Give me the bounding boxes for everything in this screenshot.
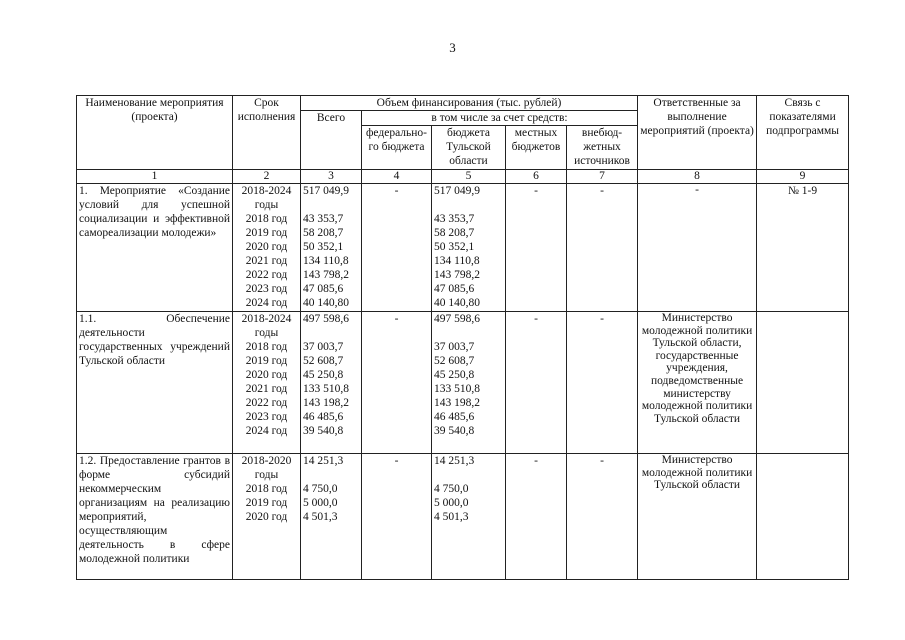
regional-value: 46 485,6 bbox=[434, 411, 475, 423]
year-label: 2021 год bbox=[245, 383, 288, 395]
total-value: 45 250,8 bbox=[303, 369, 344, 381]
year-label: 2019 год bbox=[245, 497, 288, 509]
offbudget-cell: - bbox=[567, 312, 638, 454]
year-label: 2023 год bbox=[245, 283, 288, 295]
term-unit: годы bbox=[254, 469, 279, 481]
table-body bbox=[77, 184, 849, 580]
year-label: 2024 год bbox=[245, 425, 288, 437]
spacer bbox=[303, 468, 359, 482]
header-row-1 bbox=[77, 96, 849, 111]
header-offbudget: внебюд-жетных источников bbox=[567, 126, 638, 170]
regional-value: 4 750,0 bbox=[434, 483, 469, 495]
header-local: местных бюджетов bbox=[506, 126, 567, 170]
column-number: 1 bbox=[77, 170, 233, 184]
spacer bbox=[303, 326, 359, 340]
term-range: 2018-2024 bbox=[241, 313, 292, 325]
activity-name: 1. Мероприятие «Создание условий для успешной социализации и эффективной самореализации молодежи» bbox=[77, 184, 233, 312]
regional-value: 45 250,8 bbox=[434, 369, 475, 381]
activity-name: 1.2. Предоставление грантов в форме субсидий некоммерческим организациям на реализацию мероприятий, осуществляющим деятельность в сфере молодежной политики bbox=[77, 454, 233, 580]
table-row bbox=[77, 184, 849, 312]
total-value: 47 085,6 bbox=[303, 283, 344, 295]
header-responsible: Ответственные за выполнение мероприятий (проекта) bbox=[638, 96, 757, 170]
header-total: Всего bbox=[301, 111, 362, 170]
total-cell bbox=[301, 312, 362, 454]
term-range: 2018-2020 bbox=[241, 455, 292, 467]
total-value: 58 208,7 bbox=[303, 227, 344, 239]
column-number: 8 bbox=[638, 170, 757, 184]
federal-cell: - bbox=[362, 312, 432, 454]
year-label: 2021 год bbox=[245, 255, 288, 267]
total-sum: 14 251,3 bbox=[303, 455, 344, 467]
total-value: 37 003,7 bbox=[303, 341, 344, 353]
local-cell: - bbox=[506, 184, 567, 312]
header-including: в том числе за счет средств: bbox=[362, 111, 638, 126]
total-value: 43 353,7 bbox=[303, 213, 344, 225]
federal-cell: - bbox=[362, 184, 432, 312]
column-number: 3 bbox=[301, 170, 362, 184]
header-link: Связь с показателями подпрограммы bbox=[757, 96, 849, 170]
regional-value: 39 540,8 bbox=[434, 425, 475, 437]
spacer bbox=[303, 198, 359, 212]
column-number: 5 bbox=[432, 170, 506, 184]
regional-value: 5 000,0 bbox=[434, 497, 469, 509]
regional-value: 52 608,7 bbox=[434, 355, 475, 367]
responsible-cell: Министерство молодежной политики Тульской области, государственные учреждения, подведомственные министерству молодежной политики Тульской области bbox=[638, 312, 757, 454]
column-number: 4 bbox=[362, 170, 432, 184]
year-label: 2023 год bbox=[245, 411, 288, 423]
federal-cell: - bbox=[362, 454, 432, 580]
local-cell: - bbox=[506, 454, 567, 580]
regional-cell bbox=[432, 454, 506, 580]
total-value: 40 140,80 bbox=[303, 297, 349, 309]
year-label: 2018 год bbox=[245, 341, 288, 353]
total-value: 50 352,1 bbox=[303, 241, 344, 253]
total-cell bbox=[301, 184, 362, 312]
table-row bbox=[77, 454, 849, 580]
table-row bbox=[77, 312, 849, 454]
regional-cell bbox=[432, 312, 506, 454]
total-sum: 517 049,9 bbox=[303, 185, 349, 197]
responsible-cell: - bbox=[638, 184, 757, 312]
financing-table bbox=[76, 95, 849, 580]
regional-sum: 14 251,3 bbox=[434, 455, 475, 467]
column-number: 9 bbox=[757, 170, 849, 184]
regional-value: 50 352,1 bbox=[434, 241, 475, 253]
activity-name: 1.1. Обеспечение деятельности государственных учреждений Тульской области bbox=[77, 312, 233, 454]
local-cell: - bbox=[506, 312, 567, 454]
link-cell: № 1-9 bbox=[757, 184, 849, 312]
total-value: 46 485,6 bbox=[303, 411, 344, 423]
total-sum: 497 598,6 bbox=[303, 313, 349, 325]
year-label: 2018 год bbox=[245, 213, 288, 225]
year-label: 2022 год bbox=[245, 397, 288, 409]
spacer bbox=[434, 198, 503, 212]
regional-value: 143 798,2 bbox=[434, 269, 480, 281]
term-cell bbox=[233, 454, 301, 580]
regional-value: 40 140,80 bbox=[434, 297, 480, 309]
total-value: 143 198,2 bbox=[303, 397, 349, 409]
total-value: 5 000,0 bbox=[303, 497, 338, 509]
regional-sum: 517 049,9 bbox=[434, 185, 480, 197]
offbudget-cell: - bbox=[567, 454, 638, 580]
regional-value: 134 110,8 bbox=[434, 255, 480, 267]
header-name: Наименование мероприятия (проекта) bbox=[77, 96, 233, 170]
total-value: 39 540,8 bbox=[303, 425, 344, 437]
regional-value: 47 085,6 bbox=[434, 283, 475, 295]
regional-value: 37 003,7 bbox=[434, 341, 475, 353]
term-cell bbox=[233, 184, 301, 312]
year-label: 2019 год bbox=[245, 227, 288, 239]
total-value: 52 608,7 bbox=[303, 355, 344, 367]
column-number: 2 bbox=[233, 170, 301, 184]
regional-sum: 497 598,6 bbox=[434, 313, 480, 325]
year-label: 2018 год bbox=[245, 483, 288, 495]
offbudget-cell: - bbox=[567, 184, 638, 312]
regional-value: 4 501,3 bbox=[434, 511, 469, 523]
total-value: 133 510,8 bbox=[303, 383, 349, 395]
regional-value: 143 198,2 bbox=[434, 397, 480, 409]
total-value: 4 501,3 bbox=[303, 511, 338, 523]
term-unit: годы bbox=[254, 327, 279, 339]
year-label: 2024 год bbox=[245, 297, 288, 309]
page-number: 3 bbox=[449, 40, 456, 55]
total-value: 134 110,8 bbox=[303, 255, 349, 267]
header-volume: Объем финансирования (тыс. рублей) bbox=[301, 96, 638, 111]
column-numbers-row bbox=[77, 170, 849, 184]
responsible-cell: Министерство молодежной политики Тульской области bbox=[638, 454, 757, 580]
total-value: 143 798,2 bbox=[303, 269, 349, 281]
column-number: 6 bbox=[506, 170, 567, 184]
total-value: 4 750,0 bbox=[303, 483, 338, 495]
header-term: Срок исполнения bbox=[233, 96, 301, 170]
year-label: 2020 год bbox=[245, 511, 288, 523]
term-unit: годы bbox=[254, 199, 279, 211]
spacer bbox=[434, 468, 503, 482]
regional-value: 43 353,7 bbox=[434, 213, 475, 225]
total-cell bbox=[301, 454, 362, 580]
link-cell bbox=[757, 454, 849, 580]
term-range: 2018-2024 bbox=[241, 185, 292, 197]
regional-value: 58 208,7 bbox=[434, 227, 475, 239]
link-cell bbox=[757, 312, 849, 454]
spacer bbox=[434, 326, 503, 340]
regional-cell bbox=[432, 184, 506, 312]
year-label: 2019 год bbox=[245, 355, 288, 367]
year-label: 2020 год bbox=[245, 241, 288, 253]
term-cell bbox=[233, 312, 301, 454]
header-federal: федерально-го бюджета bbox=[362, 126, 432, 170]
regional-value: 133 510,8 bbox=[434, 383, 480, 395]
column-number: 7 bbox=[567, 170, 638, 184]
year-label: 2020 год bbox=[245, 369, 288, 381]
year-label: 2022 год bbox=[245, 269, 288, 281]
header-regional: бюджета Тульской области bbox=[432, 126, 506, 170]
